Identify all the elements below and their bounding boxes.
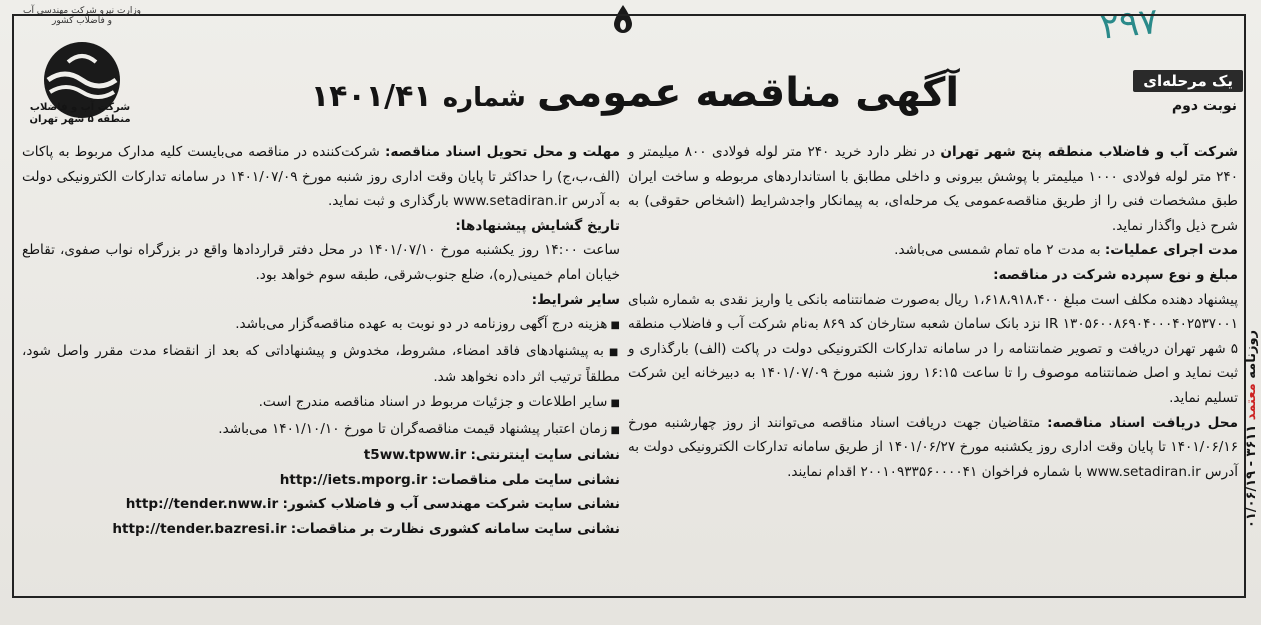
side-inner — [1244, 249, 1261, 609]
site-url[interactable]: t5ww.tpww.ir — [363, 447, 467, 464]
conditions-heading: سایر شرایط: — [531, 291, 620, 308]
title-number: ۱۴۰۱/۴۱ — [310, 79, 432, 114]
duration-label: مدت اجرای عملیات: — [1104, 242, 1238, 259]
title-word: شماره — [442, 83, 526, 113]
logo-caption-line-2: منطقه ۵ شهر تهران — [29, 114, 131, 125]
site-url[interactable]: http://iets.mporg.ir — [279, 471, 428, 488]
tender-stage — [1103, 70, 1243, 124]
title-main: آگهی مناقصه عمومی — [536, 70, 960, 116]
site-url[interactable]: http://tender.bazresi.ir — [112, 520, 287, 537]
receipt-label: محل دریافت اسناد مناقصه: — [1047, 414, 1238, 431]
deposit-heading: مبلغ و نوع سپرده شرکت در مناقصه: — [993, 266, 1238, 283]
right-column — [628, 140, 1238, 484]
site-label: نشانی سایت اینترنتی: — [470, 447, 620, 464]
logo-caption — [20, 102, 140, 126]
condition-item: ■ زمان اعتبار پیشنهاد قیمت مناقصه‌گران تا مورخ ۱۴۰۱/۱۰/۱۰ می‌باشد. — [22, 417, 620, 444]
logo-caption-line-1: شرکت آب و فاضلاب — [29, 102, 131, 113]
page-title — [290, 70, 980, 128]
handwritten-note: ۲۹۷ — [1098, 0, 1161, 48]
issue-number: ۳۶۱۱ - ۰۱/۰۶/۱۹ — [1244, 424, 1259, 529]
site-row-national-tenders — [22, 468, 620, 493]
stage-label: یک مرحله‌ای — [1133, 70, 1243, 92]
round-label: نوبت دوم — [1171, 98, 1237, 114]
intro-company: شرکت آب و فاضلاب منطقه پنج شهر تهران — [940, 144, 1239, 160]
duration-text: به مدت ۲ ماه تمام شمسی می‌باشد. — [894, 242, 1101, 259]
intro-paragraph — [628, 140, 1238, 238]
intro-text: در نظر دارد خرید ۲۴۰ متر لوله فولادی ۸۰۰ میلیمتر و ۲۴۰ متر لوله فولادی ۱۰۰۰ میلیمتر با پوشش بیرونی و داخلی مطابق با استانداردهای مربوطه و ساخت ایران طبق مشخصات فنی را از طریق مناقصه‌عمومی یک مرحله‌ای، به پیمانکار واجدشرایط (اشخاص حقوقی) به شرح ذیل واگذار نماید. — [628, 144, 1238, 234]
logo-top-text: وزارت نیرو شرکت مهندسی آب و فاضلاب کشور — [22, 6, 142, 26]
deadline-text: شرکت‌کننده در مناقصه می‌بایست کلیه مدارک مربوط به پاکات (الف،ب،ج) را حداکثر تا پایان وقت اداری روز شنبه مورخ ۱۴۰۱/۰۷/۰۹ در سامانه تدارکات الکترونیکی دولت به آدرس www.setadiran.ir بارگذاری و ثبت نماید. — [22, 144, 620, 210]
opening-heading: تاریخ گشایش پیشنهادها: — [455, 217, 620, 234]
site-label: نشانی سایت شرکت مهندسی آب و فاضلاب کشور: — [282, 496, 620, 513]
site-label: نشانی سایت سامانه کشوری نظارت بر مناقصات: — [290, 520, 620, 537]
left-column — [22, 140, 620, 542]
site-row-nww — [22, 492, 620, 517]
deadline-paragraph — [22, 140, 620, 214]
condition-item: ■ هزینه درج آگهی روزنامه در دو نوبت به عهده مناقصه‌گزار می‌باشد. — [22, 312, 620, 339]
paper-prefix: روزنامه — [1244, 329, 1259, 379]
condition-item: ■ به پیشنهادهای فاقد امضاء، مشروط، مخدوش و پیشنهاداتی که بعد از انقضاء مدت مقرر واصل شود، مطلقاً ترتیب اثر داده نخواهد شد. — [22, 339, 620, 390]
deadline-label: مهلت و محل تحویل اسناد مناقصه: — [384, 144, 620, 160]
site-url[interactable]: http://tender.nww.ir — [125, 496, 279, 513]
receipt-paragraph — [628, 411, 1238, 485]
condition-item: ■ سایر اطلاعات و جزئیات مربوط در اسناد مناقصه مندرج است. — [22, 390, 620, 417]
receipt-text: متقاضیان جهت دریافت اسناد مناقصه می‌توانند از روز چهارشنبه مورخ ۱۴۰۱/۰۶/۱۶ تا پایان وقت اداری روز یکشنبه مورخ ۱۴۰۱/۰۶/۲۷ از طریق سامانه تدارکات الکترونیکی دولت به آدرس www.setadiran.ir با شماره فراخوان ۲۰۰۱۰۹۳۳۵۶۰۰۰۰۴۱ اقدام نمایند. — [628, 414, 1238, 480]
side-publication-note — [1243, 240, 1261, 620]
paper-name: معتمد — [1244, 383, 1259, 421]
site-row-internet — [22, 443, 620, 468]
site-row-bazresi — [22, 517, 620, 542]
duration-paragraph — [628, 238, 1238, 263]
deposit-text: پیشنهاد دهنده مکلف است مبلغ ۱،۶۱۸،۹۱۸،۴۰۰ ریال به‌صورت ضمانتنامه بانکی یا واریز نقدی به شماره شبای IR ۱۳۰۵۶۰۰۸۶۹۰۴۰۰۰۴۰۲۵۳۷۰۰۱ نزد بانک سامان شعبه ستارخان کد ۸۶۹ به‌نام شرکت آب و فاضلاب منطقه ۵ شهر تهران دریافت و تصویر ضمانتنامه را در سامانه تدارکات الکترونیکی دولت در پاکت (الف) بارگذاری و ثبت نماید و اصل ضمانتنامه موصوف را تا ساعت ۱۶:۱۵ روز شنبه مورخ ۱۴۰۱/۰۷/۰۹ به دبیرخانه این شرکت تسلیم نماید. — [628, 291, 1238, 406]
site-label: نشانی سایت ملی مناقصات: — [431, 471, 620, 488]
website-list — [22, 443, 620, 541]
opening-text: ساعت ۱۴:۰۰ روز یکشنبه مورخ ۱۴۰۱/۰۷/۱۰ در محل دفتر قراردادها واقع در بزرگراه نواب صفوی، تقاطع خیابان امام خمینی(ره)، ضلع جنوب‌شرقی، طبقه سوم خواهد بود. — [22, 242, 621, 283]
